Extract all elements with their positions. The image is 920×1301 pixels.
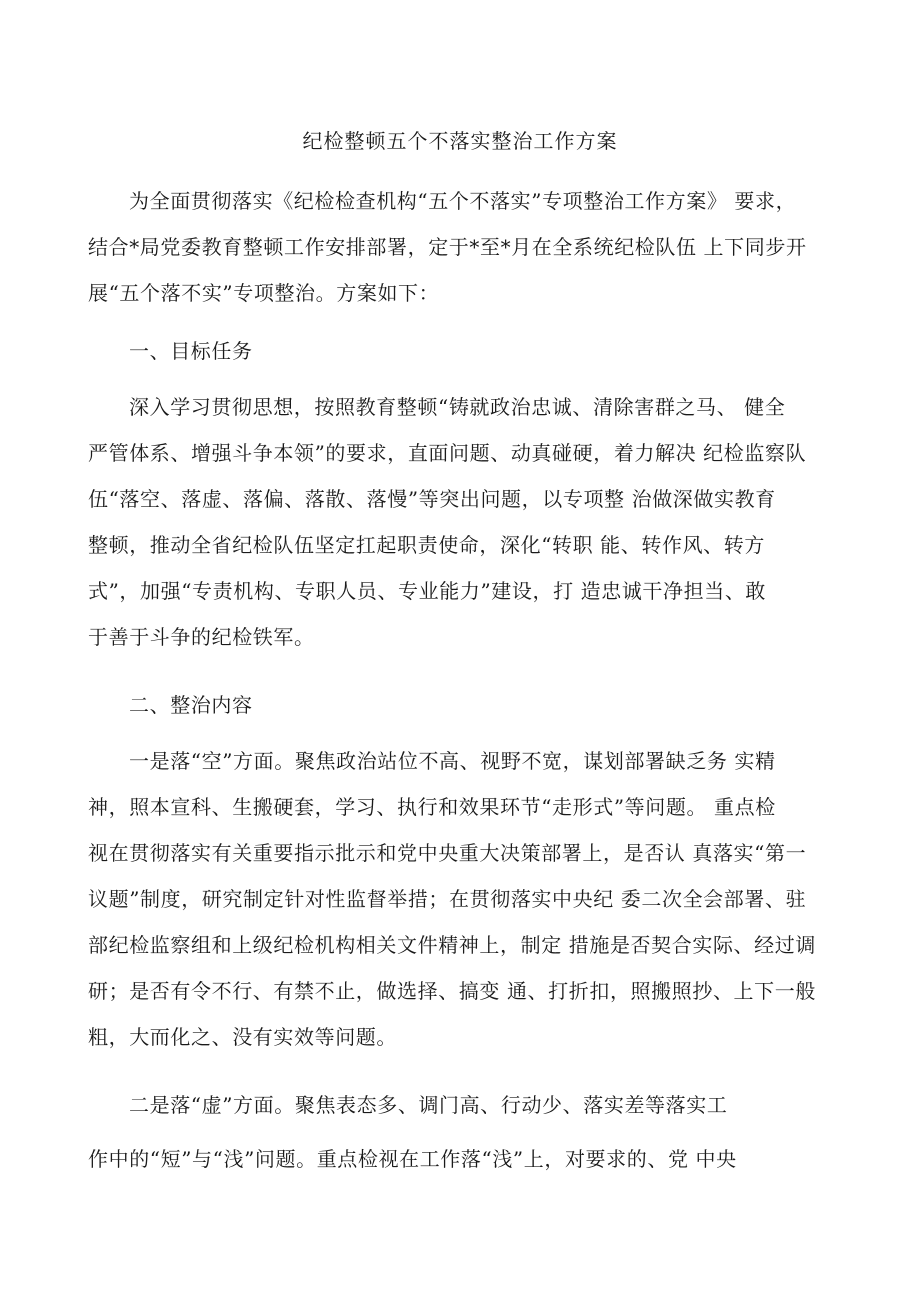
paragraph-line: 展“五个落不实”专项整治。方案如下： xyxy=(88,281,440,305)
paragraph-line: 作中的“短”与“浅”问题。重点检视在工作落“浅”上，对要求的、党 中央 xyxy=(88,1147,737,1171)
paragraph-line: 部纪检监察组和上级纪检机构相关文件精神上，制定 措施是否契合实际、经过调 xyxy=(88,933,816,957)
paragraph-line: 粗，大而化之、没有实效等问题。 xyxy=(88,1025,397,1049)
section-heading: 一、目标任务 xyxy=(129,339,253,363)
section-heading: 二、整治内容 xyxy=(129,693,253,717)
paragraph-line: 伍“落空、落虚、落偏、落散、落慢”等突出问题，以专项整 治做深做实教育 xyxy=(88,487,776,511)
paragraph-line: 一是落“空”方面。聚焦政治站位不高、视野不宽，谋划部署缺乏务 实精 xyxy=(129,749,776,773)
paragraph-line: 为全面贯彻落实《纪检检查机构“五个不落实”专项整治工作方案》 要求， xyxy=(129,189,797,213)
paragraph-line: 式”，加强“专责机构、专职人员、专业能力”建设，打 造忠诚干净担当、敢 xyxy=(88,579,767,603)
paragraph-line: 神，照本宣科、生搬硬套，学习、执行和效果环节“走形式”等问题。 重点检 xyxy=(88,795,776,819)
paragraph-line: 研；是否有令不行、有禁不止，做选择、搞变 通、打折扣，照搬照抄、上下一般 xyxy=(88,979,816,1003)
paragraph-line: 深入学习贯彻思想，按照教育整顿“铸就政治忠诚、清除害群之马、 健全 xyxy=(129,395,786,419)
paragraph-line: 议题”制度，研究制定针对性监督举措；在贯彻落实中央纪 委二次全会部署、驻 xyxy=(88,887,807,911)
paragraph-line: 于善于斗争的纪检铁军。 xyxy=(88,625,315,649)
document-title: 纪检整顿五个不落实整治工作方案 xyxy=(302,129,618,153)
paragraph-line: 二是落“虚”方面。聚焦表态多、调门高、行动少、落实差等落实工 xyxy=(129,1093,728,1117)
paragraph-line: 视在贯彻落实有关重要指示批示和党中央重大决策部署上，是否认 真落实“第一 xyxy=(88,841,807,865)
paragraph-line: 整顿，推动全省纪检队伍坚定扛起职责使命，深化“转职 能、转作风、转方 xyxy=(88,533,765,557)
paragraph-line: 结合*局党委教育整顿工作安排部署，定于*至*月在全系统纪检队伍 上下同步开 xyxy=(88,235,807,259)
paragraph-line: 严管体系、增强斗争本领”的要求，直面问题、动真碰硬，着力解决 纪检监察队 xyxy=(88,441,807,465)
